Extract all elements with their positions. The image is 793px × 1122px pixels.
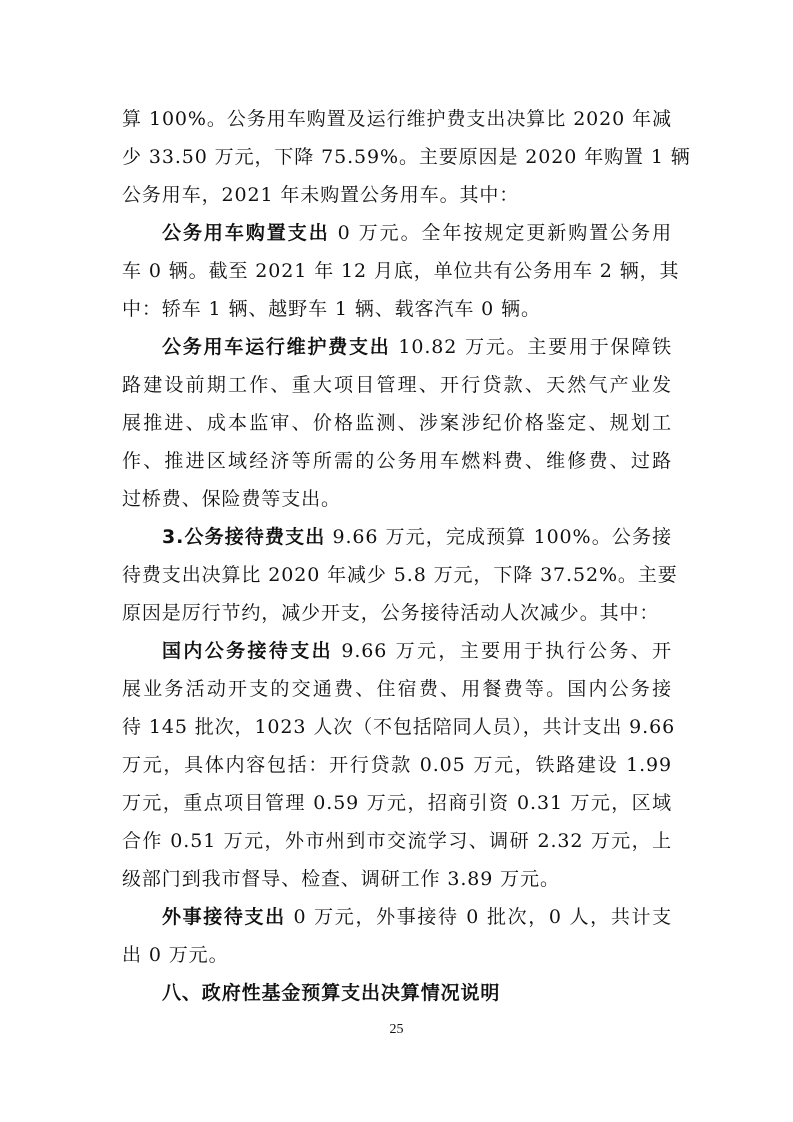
paragraph-first-line	[122, 214, 672, 252]
text-line: 万元，具体内容包括：开行贷款 0.05 万元，铁路建设 1.99	[122, 754, 672, 776]
text-run: 9.66 万元，主要用于执行公务、开	[332, 640, 672, 662]
text-line: 公务用车，2021 年未购置公务用车。其中：	[122, 184, 520, 206]
bold-lead: 公务用车运行维护费支出	[162, 336, 391, 358]
text-line: 合作 0.51 万元，外市州到市交流学习、调研 2.32 万元，上	[122, 830, 672, 852]
bold-lead: 国内公务接待支出	[162, 640, 333, 662]
body-text	[122, 100, 691, 1012]
bold-lead: 3.公务接待费支出	[162, 526, 326, 548]
text-line: 算 100%。公务用车购置及运行维护费支出决算比 2020 年减	[122, 108, 672, 130]
text-run: 9.66 万元，完成预算 100%。公务接	[325, 526, 672, 548]
text-line: 路建设前期工作、重大项目管理、开行贷款、天然气产业发	[122, 374, 672, 396]
paragraph-first-line	[122, 328, 672, 366]
text-line: 中：轿车 1 辆、越野车 1 辆、载客汽车 0 辆。	[122, 298, 541, 320]
text-run: 0 万元，外事接待 0 批次，0 人，共计支	[285, 906, 672, 928]
paragraph-first-line	[122, 632, 672, 670]
text-run: 0 万元。全年按规定更新购置公务用	[329, 222, 673, 244]
text-line: 原因是厉行节约，减少开支，公务接待活动人次减少。其中：	[122, 602, 660, 624]
paragraph-first-line	[122, 898, 672, 936]
paragraph-first-line	[122, 518, 672, 556]
text-line: 过桥费、保险费等支出。	[122, 488, 341, 510]
text-line: 出 0 万元。	[122, 944, 229, 966]
text-line: 少 33.50 万元，下降 75.59%。主要原因是 2020 年购置 1 辆	[122, 146, 691, 168]
text-line: 待费支出决算比 2020 年减少 5.8 万元，下降 37.52%。主要	[122, 564, 678, 586]
text-line: 级部门到我市督导、检查、调研工作 3.89 万元。	[122, 868, 560, 890]
bold-lead: 外事接待支出	[162, 906, 286, 928]
text-line: 车 0 辆。截至 2021 年 12 月底，单位共有公务用车 2 辆，其	[122, 260, 680, 282]
text-line: 展业务活动开支的交通费、住宿费、用餐费等。国内公务接	[122, 678, 672, 700]
section-heading: 八、政府性基金预算支出决算情况说明	[162, 982, 501, 1004]
text-line: 待 145 批次，1023 人次（不包括陪同人员），共计支出 9.66	[122, 716, 676, 738]
bold-lead: 公务用车购置支出	[162, 222, 330, 244]
page-number: 25	[389, 1022, 404, 1037]
text-line: 展推进、成本监审、价格监测、涉案涉纪价格鉴定、规划工	[122, 412, 672, 434]
text-run: 10.82 万元。主要用于保障铁	[390, 336, 672, 358]
text-line: 万元，重点项目管理 0.59 万元，招商引资 0.31 万元，区域	[122, 792, 672, 814]
text-line: 作、推进区域经济等所需的公务用车燃料费、维修费、过路	[122, 450, 672, 472]
